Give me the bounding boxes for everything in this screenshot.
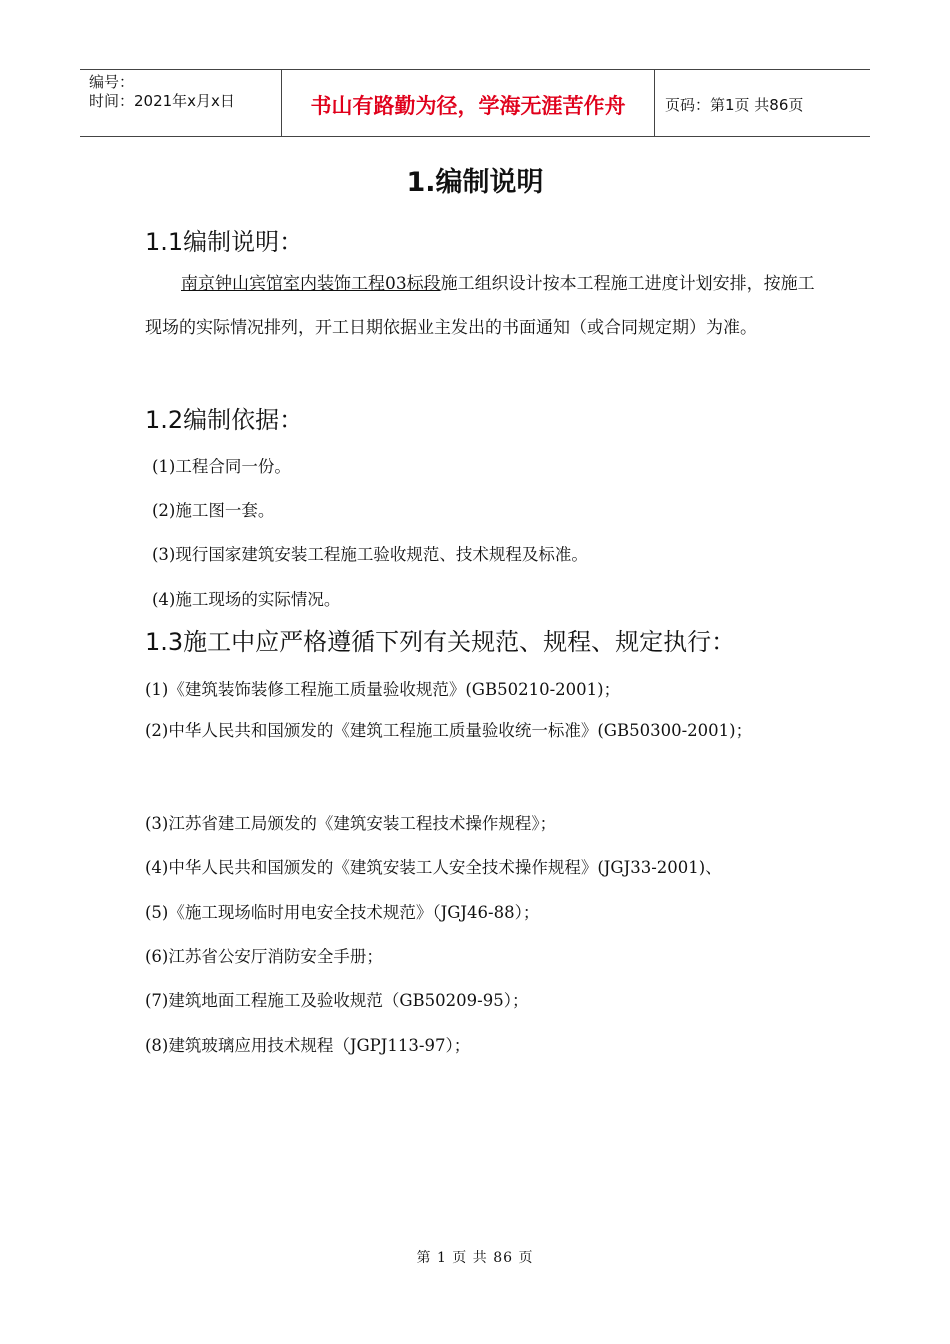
section-heading-1-1: 1.1编制说明： (145, 228, 304, 256)
section-heading-1-2: 1.2编制依据： (145, 406, 304, 434)
regulation-item: (2)中华人民共和国颁发的《建筑工程施工质量验收统一标准》(GB50300-2001)； (145, 721, 753, 740)
regulation-item: (4)中华人民共和国颁发的《建筑安装工人安全技术操作规程》(JGJ33-2001)、 (145, 858, 722, 877)
basis-item: (1)工程合同一份。 (152, 457, 291, 476)
basis-item: (4)施工现场的实际情况。 (152, 590, 341, 609)
regulation-item: (5)《施工现场临时用电安全技术规范》（JGJ46-88）； (145, 903, 540, 922)
section-heading-1-3: 1.3施工中应严格遵循下列有关规范、规程、规定执行： (145, 628, 736, 656)
document-title: 1.编制说明 (406, 167, 544, 198)
paragraph-body: 施工组织设计按本工程施工进度计划安排，按施工现场的实际情况排列，开工日期依据业主发出的书面通知（或合同规定期）为准。 (145, 274, 815, 338)
basis-item: (3)现行国家建筑安装工程施工验收规范、技术规程及标准。 (152, 545, 588, 564)
document-number-label: 编号： (89, 73, 135, 91)
regulation-item: (7)建筑地面工程施工及验收规范（GB50209-95）； (145, 991, 529, 1010)
project-name-underlined: 南京钟山宾馆室内装饰工程03标段 (181, 274, 441, 294)
section-1-1-paragraph (145, 262, 815, 350)
regulation-item: (3)江苏省建工局颁发的《建筑安装工程技术操作规程》； (145, 814, 557, 833)
regulation-item: (8)建筑玻璃应用技术规程（JGPJ113-97）； (145, 1036, 471, 1055)
header-page-number: 页码：第1页 共86页 (665, 95, 804, 114)
document-time-label: 时间：2021年x月x日 (89, 92, 235, 110)
page-footer: 第 1 页 共 86 页 (416, 1250, 534, 1266)
page-header (80, 69, 870, 137)
basis-item: (2)施工图一套。 (152, 501, 275, 520)
regulation-item: (1)《建筑装饰装修工程施工质量验收规范》(GB50210-2001)； (145, 680, 621, 699)
header-meta (80, 70, 282, 136)
header-motto: 书山有路勤为径，学海无涯苦作舟 (282, 70, 655, 136)
regulation-item: (6)江苏省公安厅消防安全手册； (145, 947, 383, 966)
